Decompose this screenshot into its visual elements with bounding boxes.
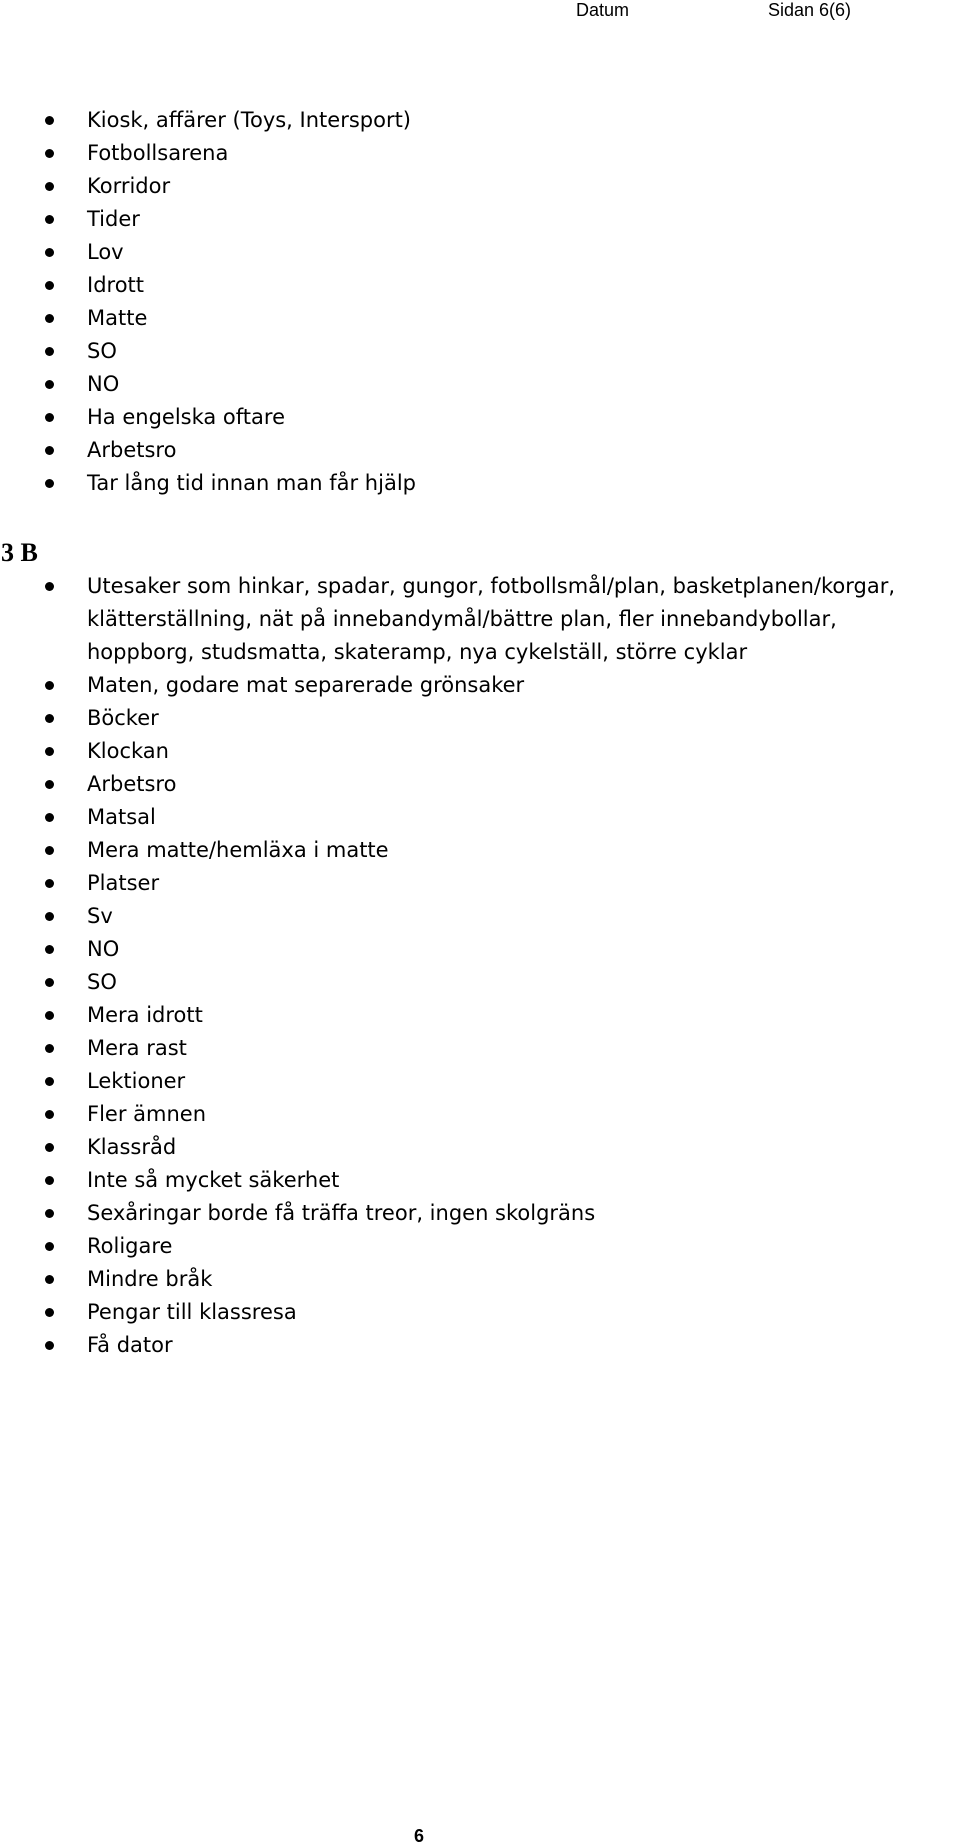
list-item: Böcker <box>0 702 947 735</box>
list-item: Maten, godare mat separerade grönsaker <box>0 669 947 702</box>
list-item: Matsal <box>0 801 947 834</box>
list-item: Pengar till klassresa <box>0 1296 947 1329</box>
list-item: Korridor <box>0 170 947 203</box>
list-item: Mera matte/hemläxa i matte <box>0 834 947 867</box>
list-item: Kiosk, affärer (Toys, Intersport) <box>0 104 947 137</box>
bullet-list-b <box>0 570 947 1362</box>
list-item: Lektioner <box>0 1065 947 1098</box>
list-item: Lov <box>0 236 947 269</box>
page-number: 6 <box>414 1826 425 1846</box>
list-item: SO <box>0 335 947 368</box>
list-item: NO <box>0 368 947 401</box>
list-item: Sv <box>0 900 947 933</box>
list-item: Fotbollsarena <box>0 137 947 170</box>
list-item: Fler ämnen <box>0 1098 947 1131</box>
list-item: Utesaker som hinkar, spadar, gungor, fotbollsmål/plan, basketplanen/korgar, klätterställning, nät på innebandymål/bättre plan, fler innebandybollar, hoppborg, studsmatta, skateramp, nya cykelställ, större cyklar <box>0 570 947 669</box>
list-item: Roligare <box>0 1230 947 1263</box>
list-item: Sexåringar borde få träffa treor, ingen skolgräns <box>0 1197 947 1230</box>
section-heading: 3 B <box>1 538 38 567</box>
list-item: Platser <box>0 867 947 900</box>
list-item: Arbetsro <box>0 434 947 467</box>
list-item: Få dator <box>0 1329 947 1362</box>
list-item: Idrott <box>0 269 947 302</box>
date-label: Datum <box>576 0 630 20</box>
list-item: Mera idrott <box>0 999 947 1032</box>
list-item: Klockan <box>0 735 947 768</box>
page-header <box>0 0 960 24</box>
list-item: Tar lång tid innan man får hjälp <box>0 467 947 500</box>
list-item: NO <box>0 933 947 966</box>
list-item: Ha engelska oftare <box>0 401 947 434</box>
list-item: Inte så mycket säkerhet <box>0 1164 947 1197</box>
list-item: Mera rast <box>0 1032 947 1065</box>
list-item: Mindre bråk <box>0 1263 947 1296</box>
list-item: SO <box>0 966 947 999</box>
list-item: Matte <box>0 302 947 335</box>
list-item: Klassråd <box>0 1131 947 1164</box>
page-indicator: Sidan 6(6) <box>768 0 852 20</box>
bullet-list-a <box>0 104 947 500</box>
list-item: Tider <box>0 203 947 236</box>
list-item: Arbetsro <box>0 768 947 801</box>
